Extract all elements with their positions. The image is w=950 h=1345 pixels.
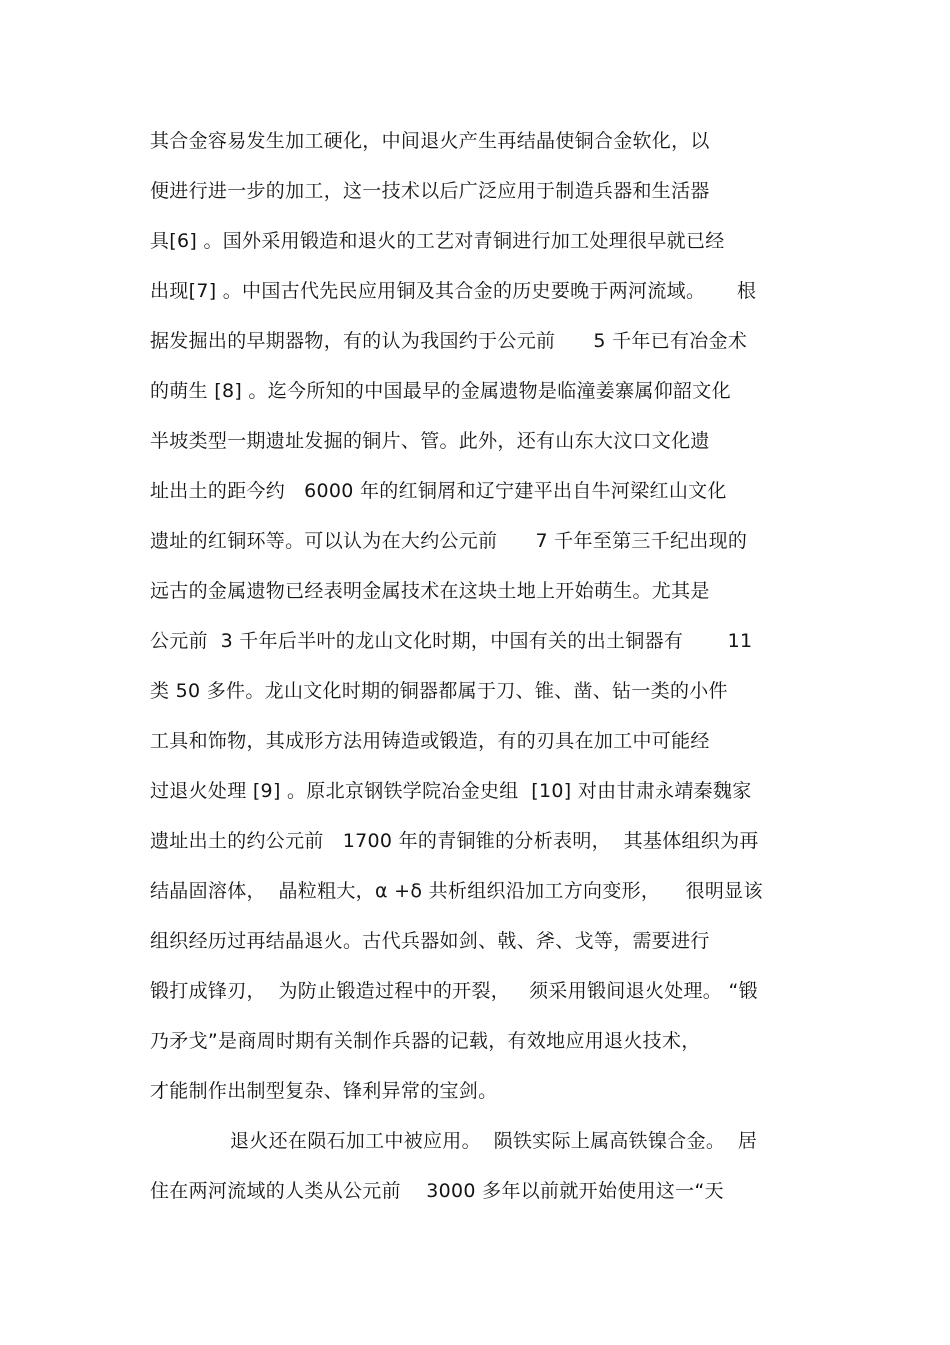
text-line: 半坡类型一期遗址发掘的铜片、管。此外，还有山东大汶口文化遗 bbox=[150, 430, 710, 452]
text-line: 远古的金属遗物已经表明金属技术在这块土地上开始萌生。尤其是 bbox=[150, 580, 710, 602]
paragraph-first-line: 退火还在陨石加工中被应用。 陨铁实际上属高铁镍合金。 居 bbox=[230, 1130, 758, 1152]
text-line: 锻打成锋刃， 为防止锻造过程中的开裂， 须采用锻间退火处理。 “锻 bbox=[150, 980, 758, 1002]
text-line: 遗址的红铜环等。可以认为在大约公元前 7 千年至第三千纪出现的 bbox=[150, 530, 748, 552]
text-line: 出现[7] 。中国古代先民应用铜及其合金的历史要晚于两河流域。 根 bbox=[150, 280, 757, 302]
text-line: 结晶固溶体， 晶粒粗大，α +δ 共析组织沿加工方向变形， 很明显该 bbox=[150, 880, 763, 902]
text-line: 公元前 3 千年后半叶的龙山文化时期，中国有关的出土铜器有 11 bbox=[150, 630, 753, 652]
text-line: 才能制作出制型复杂、锋利异常的宝剑。 bbox=[150, 1080, 498, 1102]
text-line: 址出土的距今约 6000 年的红铜屑和辽宁建平出自牛河梁红山文化 bbox=[150, 480, 727, 502]
text-line: 组织经历过再结晶退火。古代兵器如剑、戟、斧、戈等，需要进行 bbox=[150, 930, 710, 952]
text-line: 具[6] 。国外采用锻造和退火的工艺对青铜进行加工处理很早就已经 bbox=[150, 230, 725, 252]
text-line: 便进行进一步的加工，这一技术以后广泛应用于制造兵器和生活器 bbox=[150, 180, 710, 202]
text-line: 乃矛戈”是商周时期有关制作兵器的记载，有效地应用退火技术， bbox=[150, 1030, 701, 1052]
text-line: 的萌生 [8] 。迄今所知的中国最早的金属遗物是临潼姜寨属仰韶文化 bbox=[150, 380, 731, 402]
text-line: 工具和饰物，其成形方法用铸造或锻造，有的刃具在加工中可能经 bbox=[150, 730, 710, 752]
text-line: 其合金容易发生加工硬化，中间退火产生再结晶使铜合金软化，以 bbox=[150, 130, 710, 152]
text-line: 遗址出土的约公元前 1700 年的青铜锥的分析表明， 其基体组织为再 bbox=[150, 830, 759, 852]
text-line: 过退火处理 [9] 。原北京钢铁学院冶金史组 [10] 对由甘肃永靖秦魏家 bbox=[150, 780, 752, 802]
text-line: 类 50 多件。龙山文化时期的铜器都属于刀、锥、凿、钻一类的小件 bbox=[150, 680, 728, 702]
text-line: 住在两河流域的人类从公元前 3000 多年以前就开始使用这一“天 bbox=[150, 1180, 724, 1202]
text-line: 据发掘出的早期器物，有的认为我国约于公元前 5 千年已有冶金术 bbox=[150, 330, 748, 352]
